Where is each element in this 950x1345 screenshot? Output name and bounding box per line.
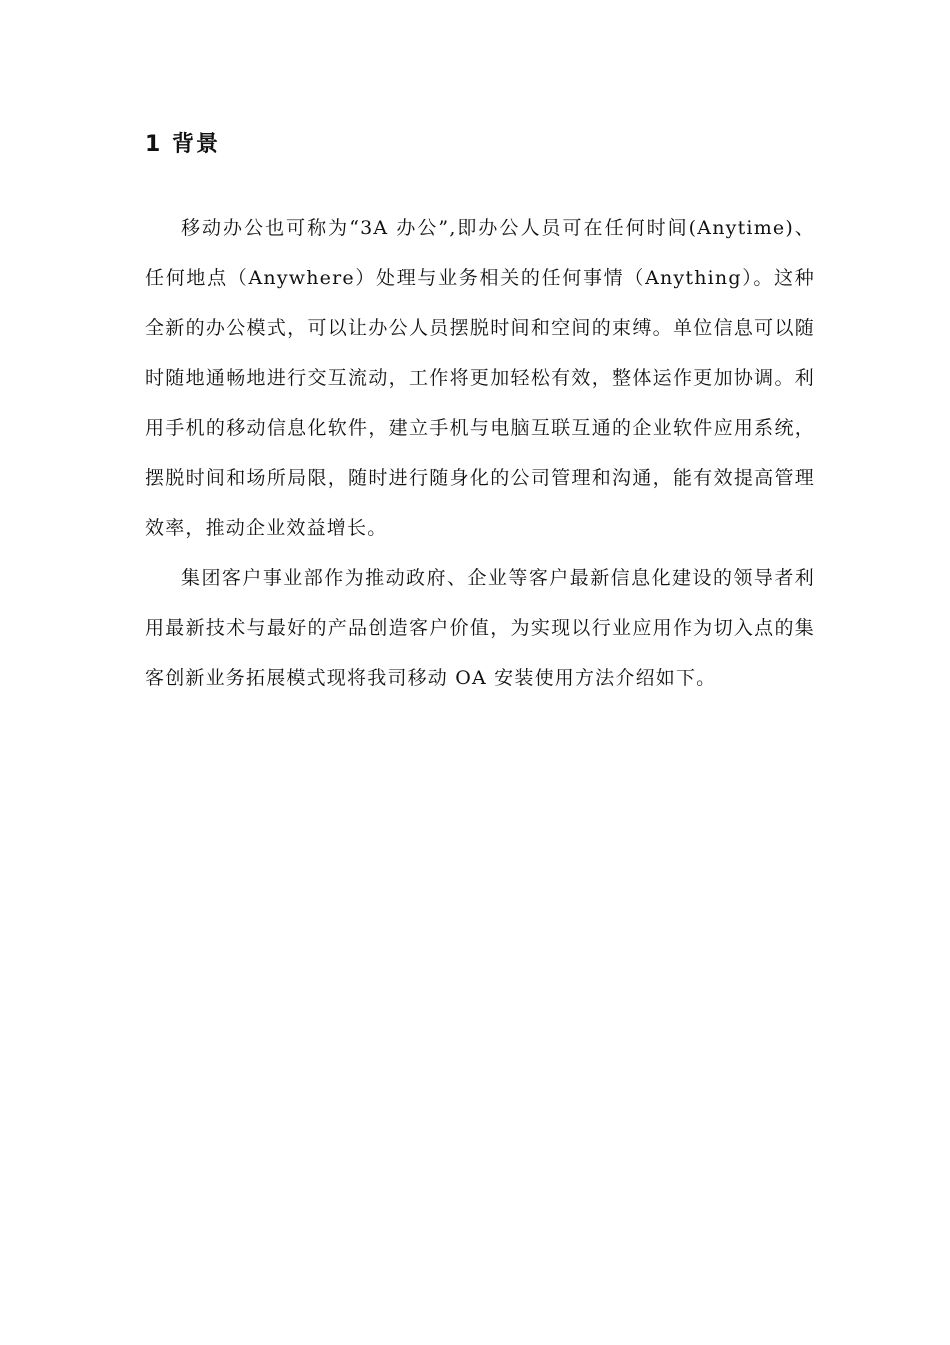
- body-text: [145, 203, 815, 703]
- paragraph-group-customers: 集团客户事业部作为推动政府、企业等客户最新信息化建设的领导者利用最新技术与最好的产品创造客户价值，为实现以行业应用作为切入点的集客创新业务拓展模式现将我司移动 OA 安装使用方法介绍如下。: [145, 567, 815, 689]
- paragraph-mobile-office: 移动办公也可称为“3A 办公”,即办公人员可在任何时间(Anytime)、任何地点（Anywhere）处理与业务相关的任何事情（Anything）。这种全新的办公模式，可以让办公人员摆脱时间和空间的束缚。单位信息可以随时随地通畅地进行交互流动，工作将更加轻松有效，整体运作更加协调。利用手机的移动信息化软件，建立手机与电脑互联互通的企业软件应用系统，摆脱时间和场所局限，随时进行随身化的公司管理和沟通，能有效提高管理效率，推动企业效益增长。: [145, 217, 815, 539]
- section-heading: 1 背景: [145, 132, 220, 157]
